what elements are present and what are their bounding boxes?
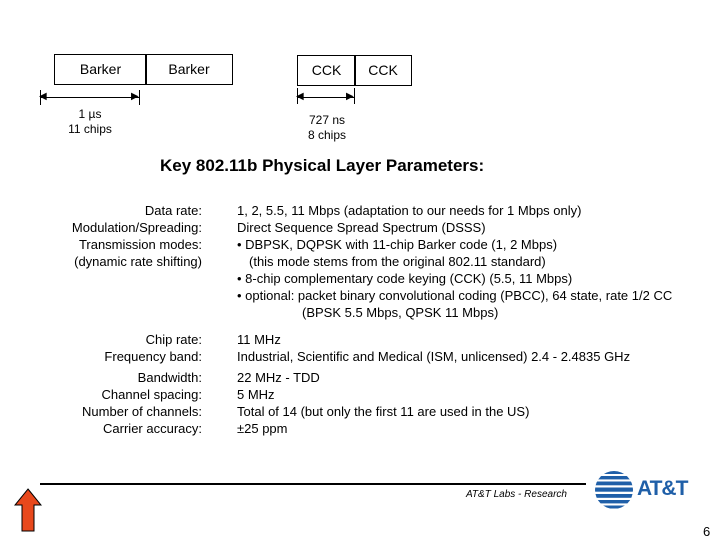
value-modulation: Direct Sequence Spread Spectrum (DSSS) bbox=[237, 220, 486, 235]
value-chip-rate: 11 MHz bbox=[237, 332, 281, 347]
value-channel-spacing: 5 MHz bbox=[237, 387, 275, 402]
footer-research-label: AT&T Labs - Research bbox=[466, 489, 567, 500]
footer-rule bbox=[40, 483, 586, 485]
page-title: Key 802.11b Physical Layer Parameters: bbox=[160, 156, 485, 175]
barker-duration: 1 µs bbox=[78, 107, 102, 121]
label-carrier-accuracy: Carrier accuracy: bbox=[103, 421, 202, 436]
value-mode-cck: • 8-chip complementary code keying (CCK) (5.5, 11 Mbps) bbox=[237, 271, 573, 286]
barker-box-2-label: Barker bbox=[168, 61, 210, 77]
value-bandwidth: 22 MHz - TDD bbox=[237, 370, 320, 385]
label-frequency-band: Frequency band: bbox=[104, 349, 202, 364]
barker-box-2 bbox=[145, 54, 233, 85]
params-top-values bbox=[237, 202, 715, 321]
label-transmission-modes: Transmission modes: bbox=[78, 237, 202, 252]
up-arrow-icon[interactable] bbox=[14, 488, 42, 532]
label-chip-rate: Chip rate: bbox=[145, 332, 202, 347]
params-bottom-values bbox=[237, 331, 715, 437]
cck-dimension-tick-right bbox=[354, 88, 355, 104]
barker-dimension-arrow-right: ▶ bbox=[131, 91, 139, 102]
label-bandwidth: Bandwidth: bbox=[137, 370, 202, 385]
cck-dimension-arrow-left: ◀ bbox=[296, 91, 304, 102]
value-mode-dbpsk-note: (this mode stems from the original 802.11 standard) bbox=[249, 254, 546, 269]
att-logo-text: AT&T bbox=[637, 477, 688, 500]
label-number-of-channels: Number of channels: bbox=[82, 404, 202, 419]
att-globe-icon bbox=[594, 468, 634, 512]
barker-dimension-tick-right bbox=[139, 90, 140, 105]
cck-box-1-label: CCK bbox=[311, 62, 342, 78]
value-mode-dbpsk: • DBPSK, DQPSK with 11-chip Barker code (1, 2 Mbps) bbox=[237, 237, 558, 252]
cck-box-1 bbox=[297, 55, 356, 86]
cck-box-2-label: CCK bbox=[368, 62, 398, 78]
value-frequency-band: Industrial, Scientific and Medical (ISM, unlicensed) 2.4 - 2.4835 GHz bbox=[237, 349, 631, 364]
barker-dimension-arrow-left: ◀ bbox=[39, 91, 47, 102]
cck-chips: 8 chips bbox=[307, 128, 347, 142]
page-number: 6 bbox=[703, 524, 711, 539]
label-data-rate: Data rate: bbox=[144, 203, 202, 218]
label-channel-spacing: Channel spacing: bbox=[101, 387, 202, 402]
cck-duration: 727 ns bbox=[308, 113, 346, 127]
value-mode-pbcc-note: (BPSK 5.5 Mbps, QPSK 11 Mbps) bbox=[302, 305, 499, 320]
label-modulation: Modulation/Spreading: bbox=[71, 220, 202, 235]
value-data-rate: 1, 2, 5.5, 11 Mbps (adaptation to our needs for 1 Mbps only) bbox=[237, 203, 582, 218]
barker-box-1 bbox=[54, 54, 147, 85]
barker-dimension-line bbox=[40, 97, 139, 98]
label-dynamic-rate: (dynamic rate shifting) bbox=[74, 254, 202, 269]
value-number-of-channels: Total of 14 (but only the first 11 are used in the US) bbox=[237, 404, 530, 419]
barker-chips: 11 chips bbox=[68, 122, 112, 136]
barker-box-1-label: Barker bbox=[79, 61, 122, 77]
params-bottom-labels bbox=[20, 331, 202, 437]
att-logo bbox=[594, 466, 714, 514]
cck-box-2 bbox=[354, 55, 412, 86]
value-mode-pbcc: • optional: packet binary convolutional coding (PBCC), 64 state, rate 1/2 CC bbox=[237, 288, 673, 303]
value-carrier-accuracy: ±25 ppm bbox=[237, 421, 288, 436]
cck-dimension-arrow-right: ▶ bbox=[346, 91, 354, 102]
params-top-labels bbox=[20, 202, 202, 270]
